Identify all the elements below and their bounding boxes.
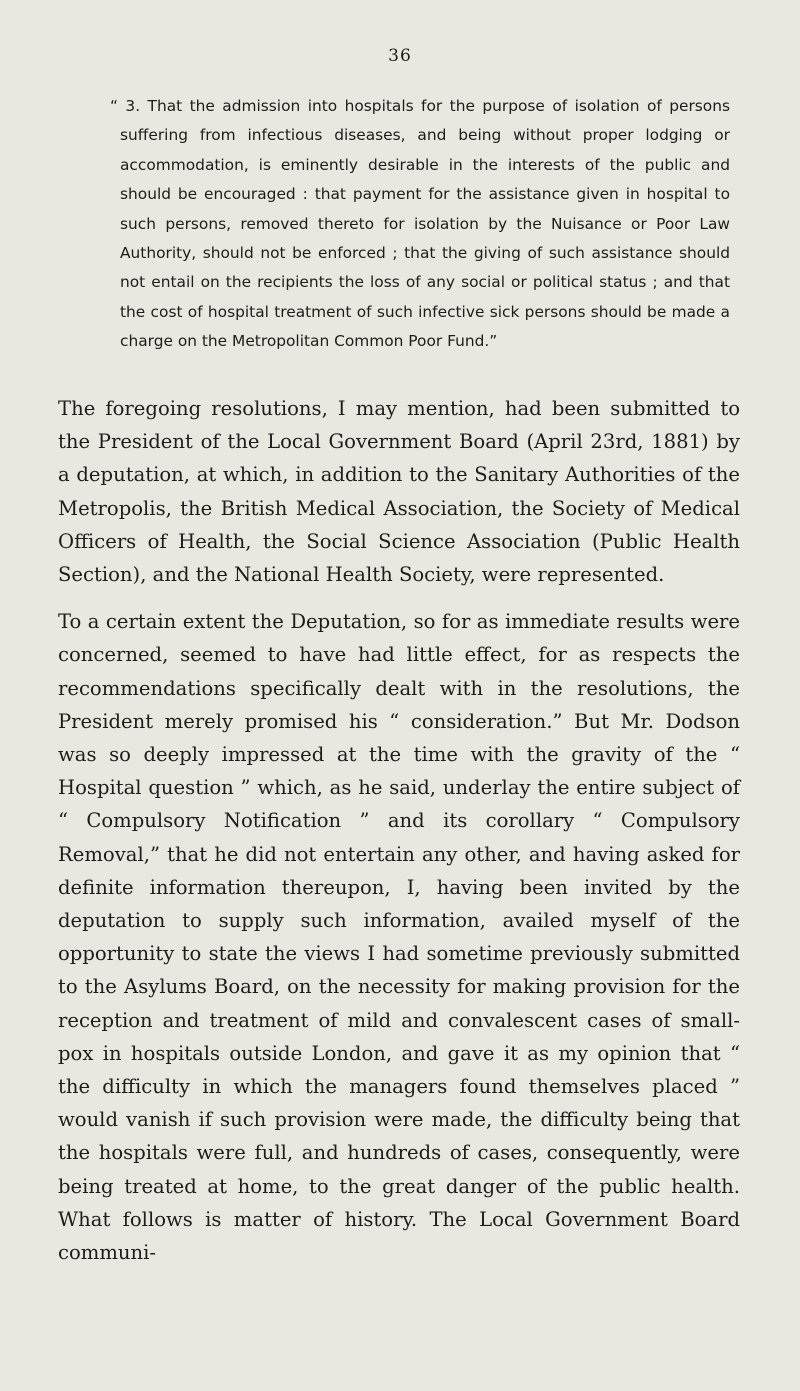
paragraph-consideration: To a certain extent the Deputation, so for as immediate results were concerned, seemed to have had little effect, for as respects the recommendations specifically dealt with in the resolutions, the President merely promised his “ consideration.” But Mr. Dodson was so deeply impressed at the time with the gravity of the “ Hospital question ” which, as he said, underlay the entire subject of “ Compulsory Notification ” and its corollary “ Compulsory Removal,” that he did not entertain any other, and having asked for definite information thereupon, I, having been invited by the deputation to supply such information, availed myself of the opportunity to state the views I had sometime previously submitted to the Asylums Board, on the necessity for making provision for the reception and treatment of mild and convalescent cases of small-pox in hospitals outside London, and gave it as my opinion that “ the difficulty in which the managers found themselves placed ” would vanish if such provision were made, the difficulty being that the hospitals were full, and hundreds of cases, consequently, were being treated at home, to the great danger of the public health. What follows is matter of history. The Local Government Board communi- [58,610,740,1265]
paragraph-deputation: The foregoing resolutions, I may mention, had been submitted to the President of the Local Government Board (April 23rd, 1881) by a deputation, at which, in addition to the Sanitary Authorities of the Metropolis, the British Medical Association, the Society of Medical Officers of Health, the Social Science Association (Public Health Section), and the National Health Society, were represented. [58,397,740,587]
quoted-resolution: “ 3. That the admission into hospitals for the purpose of isolation of persons suffering from infectious diseases, and being without proper lodging or accommodation, is eminently desirable in the interests of the public and should be encouraged : that payment for the assistance given in hospital to such persons, removed thereto for isolation by the Nuisance or Poor Law Authority, should not be enforced ; that the giving of such assistance should not entail on the recipients the loss of any social or political status ; and that the cost of hospital treatment of such infective sick persons should be made a charge on the Metropolitan Common Poor Fund.” [110,97,730,351]
body-text [58,392,740,1269]
page-number: 36 [388,46,412,66]
